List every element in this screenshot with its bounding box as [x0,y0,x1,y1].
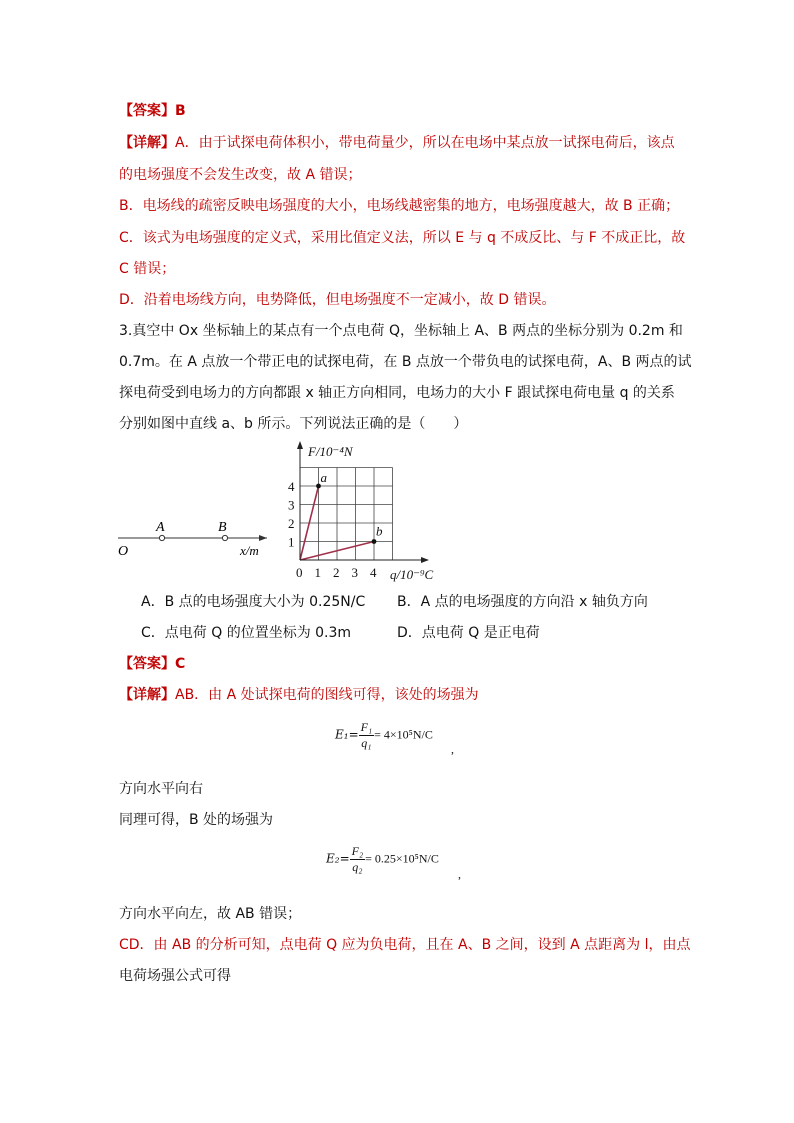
option-a: A．B 点的电场强度大小为 0.25N/C [141,594,366,610]
formula-e1-comma: , [451,742,454,756]
point-b-label: B [218,520,227,535]
x-axis-arrow-icon [259,535,267,541]
answer-3: 【答案】C [119,656,186,672]
x-tick-label: 4 [370,565,377,580]
y-tick-label: 3 [288,497,295,513]
detail-1-b-line: B．电场线的疏密反映电场强度的大小，电场线越密集的地方，电场强度越大，故 B 正确； [119,198,680,214]
point-b-marker [222,535,227,540]
option-d: D．点电荷 Q 是正电荷 [397,625,540,641]
option-c: C．点电荷 Q 的位置坐标为 0.3m [141,625,352,641]
detail-1-c-line1: C．该式为电场强度的定义式，采用比值定义法，所以 E 与 q 不成反比、与 F 不成正比，故 [119,230,686,246]
question-3-line3: 探电荷受到电场力的方向都跟 x 轴正方向相同，电场力的大小 F 跟试探电荷电量 q 的关系 [119,385,675,401]
chart-grid [300,468,393,561]
x-axis-label: q/10⁻⁹C [390,567,434,582]
chart-labels [288,444,433,582]
detail-1-a-line2: 的电场强度不会发生改变，故 A 错误； [119,167,362,183]
x-tick-label: 3 [351,565,358,580]
point-a-marker [159,535,164,540]
f-q-chart [278,438,448,586]
x-tick-label: 2 [333,565,340,580]
formula-e2: E₂= $\frac{\text{F₂}}{\text{q₂}}$ = 0.25×10⁵N/C [326,844,439,874]
detail-1-c-line2: C 错误； [119,261,176,277]
y-axis-label: F/10⁻⁴N [308,444,353,459]
y-tick-label: 2 [288,516,295,531]
option-b: B．A 点的电场强度的方向沿 x 轴负方向 [397,594,648,610]
x-tick-label: 1 [314,565,321,580]
detail-tag: 【详解】 [119,135,175,151]
formula-e2-comma: , [458,867,461,881]
detail-1-d-line: D．沿着电场线方向，电势降低，但电场强度不一定减小，故 D 错误。 [119,292,556,308]
fraction: $\frac{\text{F₁}}{\text{q₁}}$ [360,720,373,750]
y-axis-arrow-icon [297,441,303,449]
x-tick-label: 0 [296,565,303,580]
question-3-line4: 分别如图中直线 a、b 所示。下列说法正确的是（ ） [119,416,468,432]
direction-1: 方向水平向右 [119,781,203,797]
detail-3-cd-line2: 电荷场强公式可得 [119,968,231,984]
origin-label: O [118,544,129,559]
detail-3-ab-line: 【详解】AB．由 A 处试探电荷的图线可得，该处的场强为 [119,687,479,703]
point-a-label: A [156,520,165,535]
detail-3-cd-line1: CD．由 AB 的分析可知，点电荷 Q 应为负电荷，且在 A、B 之间，设到 A 点距离为 l，由点 [119,937,691,953]
answer-value: B [175,103,186,119]
question-3-line2: 0.7m。在 A 点放一个带正电的试探电荷，在 B 点放一个带负电的试探电荷，A、B 两点的试 [119,354,692,370]
series-point-b [372,539,377,544]
fraction: $\frac{\text{F₂}}{\text{q₂}}$ [351,844,364,874]
axis-figure [115,510,275,560]
chart-lines [300,484,376,560]
x-axis-arrow-icon [421,557,429,563]
detail-1-a-line1: 【详解】A．由于试探电荷体积小，带电荷量少，所以在电场中某点放一试探电荷后，该点 [119,135,675,151]
question-3-line1: 3.真空中 Ox 坐标轴上的某点有一个点电荷 Q，坐标轴上 A、B 两点的坐标分别为 0.2m 和 [119,323,683,339]
same-reasoning: 同理可得，B 处的场强为 [119,812,274,828]
direction-2: 方向水平向左，故 AB 错误； [119,906,302,922]
y-tick-label: 1 [288,534,295,550]
x-unit-label: x/m [240,543,259,558]
series-label-b: b [376,523,383,539]
y-tick-label: 4 [288,479,295,494]
answer-tag: 【答案】 [119,103,175,119]
formula-e1: E₁= $\frac{\text{F₁}}{\text{q₁}}$ = 4×10⁵N/C [335,720,433,750]
answer-1 [119,101,186,121]
series-label-a: a [320,470,327,485]
